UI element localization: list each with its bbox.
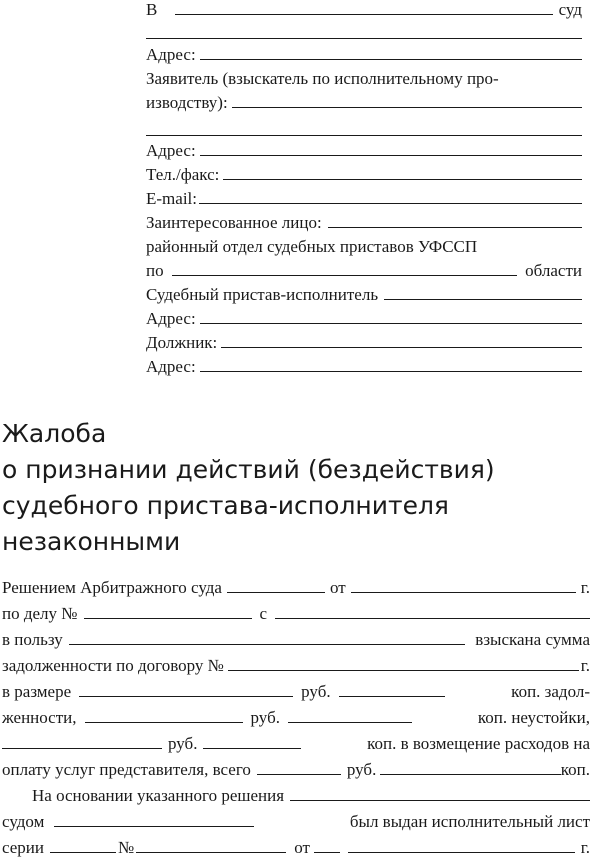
email-field[interactable] [199,189,582,204]
penalty-rub-field[interactable] [85,708,243,723]
court-suffix: суд [558,0,582,19]
court-name-field[interactable] [175,0,552,15]
court-extra-line[interactable] [146,38,582,39]
text-court-decision: Решением Арбитражного суда [2,578,222,597]
title-line-4: незаконными [2,527,181,556]
body-line-4 [2,656,590,676]
text-contract-debt: задолженности по договору № [2,656,224,675]
text-year-2: г. [580,656,590,675]
po-label: по [146,261,164,280]
defendant-field[interactable] [275,604,590,619]
body-line-1 [2,578,590,598]
address-line-2 [146,141,582,161]
district-department-label: районный отдел судебных приставов УФССП [146,237,478,256]
text-by-court: судом [2,812,45,831]
text-based-on-decision: На основании указанного решения [32,786,285,805]
writ-day-field[interactable] [314,838,340,853]
debt-rub-field[interactable] [79,682,293,697]
body-line-9 [32,786,590,806]
court-field[interactable] [227,578,325,593]
address-field-1[interactable] [200,45,582,60]
text-rub-2: руб. [250,708,280,727]
address-field-3[interactable] [200,309,582,324]
court-prefix: В [146,0,158,19]
body-line-3 [2,630,590,650]
contract-number-field[interactable] [228,656,579,671]
address-field-2[interactable] [200,141,582,156]
applicant-line-1 [146,69,582,89]
interested-party-field[interactable] [328,213,582,228]
text-writ-issued: был выдан исполнительный лист [349,812,590,831]
address-label-1: Адрес: [146,45,196,64]
text-year-3: г. [580,838,590,857]
body-line-7 [2,734,590,754]
text-case-number: по делу № [2,604,78,623]
text-series: серии [2,838,44,857]
email-label: E-mail: [146,189,197,208]
issuing-court-field[interactable] [54,812,254,827]
title-line-3: судебного пристава-исполнителя [2,491,449,520]
oblast-line [146,261,582,281]
address-line-3 [146,309,582,329]
bailiff-line [146,285,582,305]
total-rub-field[interactable] [257,760,341,775]
address-line-1 [146,45,582,65]
oblast-label: области [525,261,582,280]
writ-series-field[interactable] [50,838,116,853]
expenses-rub-field[interactable] [2,734,162,749]
address-field-4[interactable] [200,357,582,372]
title-line-2: о признании действий (бездействия) [2,455,495,484]
phone-label: Тел./факс: [146,165,220,184]
text-rub-4: руб. [346,760,377,779]
decision-court-field[interactable] [290,786,590,801]
text-in-favor: в пользу [2,630,63,649]
text-kop-penalty: коп. неустойки, [477,708,590,727]
body-line-11 [2,838,590,858]
applicant-extra-line[interactable] [146,135,582,136]
phone-line [146,165,582,185]
text-rub-1: руб. [301,682,331,701]
body-line-8 [2,760,590,780]
debtor-line [146,333,582,353]
email-line [146,189,582,209]
text-number-sign: № [118,838,135,857]
text-representative: оплату услуг представителя, всего [2,760,251,779]
text-kop-debt: коп. задол- [511,682,590,701]
body-line-10 [2,812,590,832]
writ-number-field[interactable] [136,838,286,853]
case-number-field[interactable] [84,604,252,619]
text-debt-cont: женности, [2,708,77,727]
penalty-kop-field[interactable] [288,708,412,723]
text-sum-collected: взыскана сумма [475,630,590,649]
court-line [146,0,582,20]
total-kop-field[interactable] [380,760,560,775]
text-with: с [259,604,268,623]
interested-party-label: Заинтересованное лицо: [146,213,322,232]
phone-field[interactable] [223,165,582,180]
district-department-line [146,237,582,257]
address-label-3: Адрес: [146,309,196,328]
applicant-label: Заявитель (взыскатель по исполнительному про- [146,69,499,88]
address-line-4 [146,357,582,377]
text-kop-total: коп. [560,760,590,779]
body-line-6 [2,708,590,728]
title-line-1: Жалоба [2,419,107,448]
body-line-5 [2,682,590,702]
text-from-2: от [294,838,310,857]
bailiff-field[interactable] [384,285,582,300]
applicant-label-cont: изводству): [146,93,228,112]
text-kop-expenses: коп. в возмещение расходов на [367,734,590,753]
text-amount: в размере [2,682,72,701]
oblast-name-field[interactable] [172,261,518,276]
bailiff-label: Судебный пристав-исполнитель [146,285,379,304]
decision-date-field[interactable] [351,578,576,593]
debt-kop-field[interactable] [339,682,445,697]
applicant-line-2 [146,93,582,113]
expenses-kop-field[interactable] [203,734,301,749]
debtor-field[interactable] [221,333,582,348]
debtor-label: Должник: [146,333,218,352]
applicant-field[interactable] [232,93,582,108]
text-from: от [329,578,346,597]
body-line-2 [2,604,590,624]
address-label-2: Адрес: [146,141,196,160]
interested-party-line [146,213,582,233]
text-rub-3: руб. [168,734,198,753]
creditor-field[interactable] [69,630,466,645]
address-label-4: Адрес: [146,357,196,376]
text-year: г. [580,578,590,597]
writ-date-field[interactable] [348,838,575,853]
